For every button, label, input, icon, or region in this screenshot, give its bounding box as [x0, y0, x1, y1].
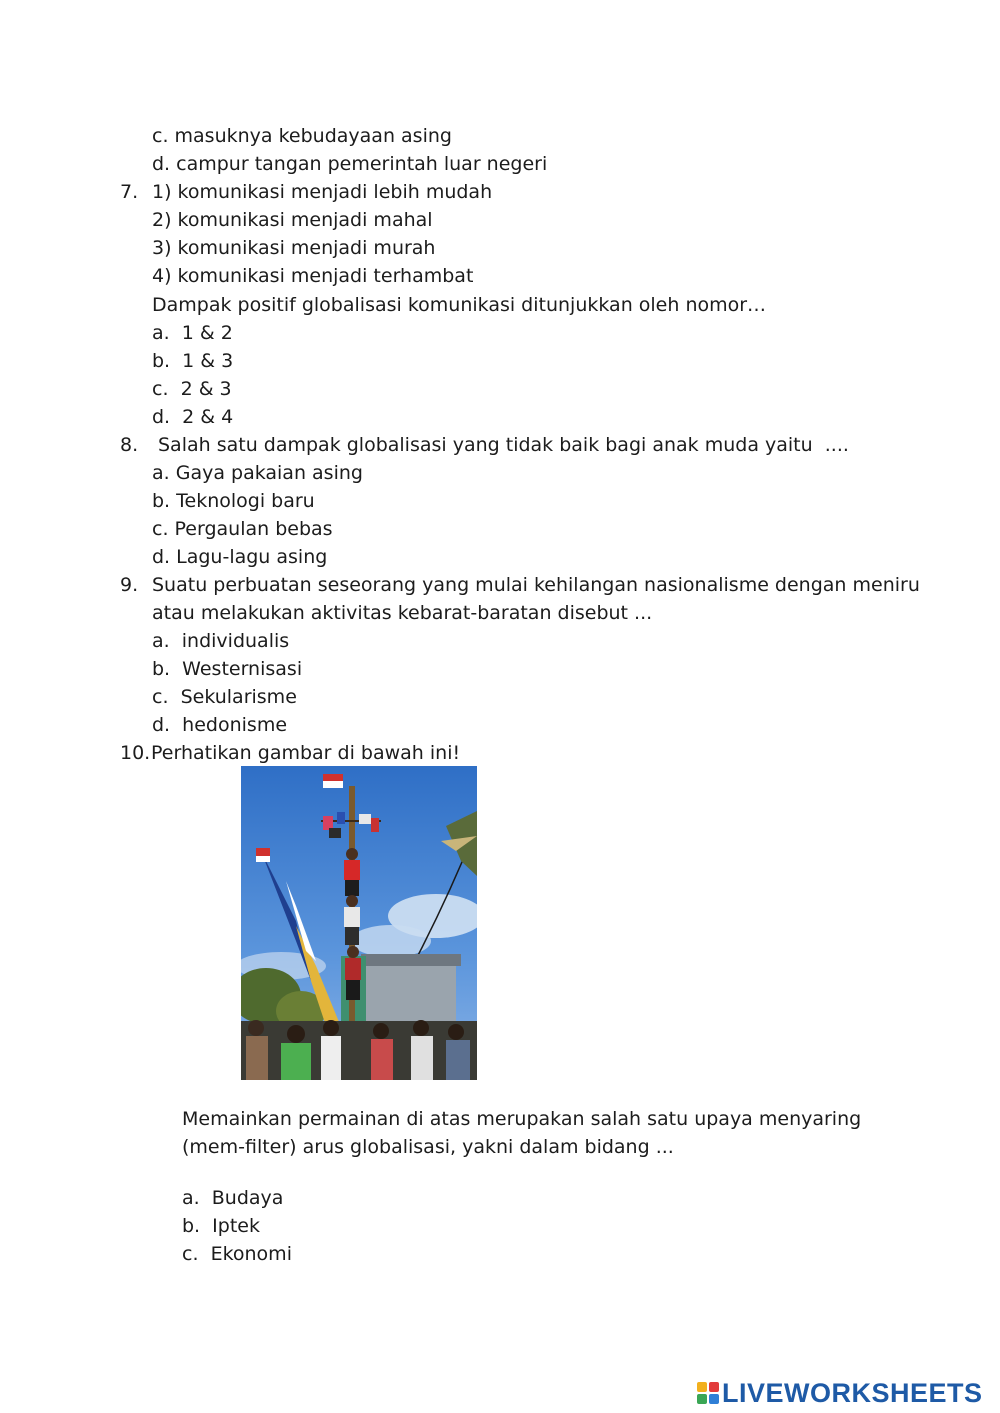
- q7-option-d[interactable]: d. 2 & 4: [152, 406, 234, 428]
- q8-option-d[interactable]: d. Lagu-lagu asing: [152, 546, 328, 568]
- q9-option-a[interactable]: a. individualis: [152, 630, 290, 652]
- q8-question: Salah satu dampak globalisasi yang tidak baik bagi anak muda yaitu ....: [158, 434, 849, 456]
- q7-option-b[interactable]: b. 1 & 3: [152, 350, 234, 372]
- q7-option-a[interactable]: a. 1 & 2: [152, 322, 233, 344]
- q7-number: 7.: [120, 181, 139, 203]
- liveworksheets-logo-text: LIVEWORKSHEETS: [722, 1377, 983, 1408]
- q10-question-line-1: Memainkan permainan di atas merupakan salah satu upaya menyaring: [182, 1108, 862, 1130]
- q10-number: 10.: [120, 742, 151, 764]
- q7-statement-1: 1) komunikasi menjadi lebih mudah: [152, 181, 493, 203]
- q6-option-c: c. masuknya kebudayaan asing: [152, 125, 452, 147]
- q10-option-a[interactable]: a. Budaya: [182, 1187, 284, 1209]
- liveworksheets-logo[interactable]: [697, 1378, 983, 1408]
- q10-question-line-2: (mem-filter) arus globalisasi, yakni dalam bidang ...: [182, 1136, 674, 1158]
- q6-option-d: d. campur tangan pemerintah luar negeri: [152, 153, 548, 175]
- q9-question-line-2: atau melakukan aktivitas kebarat-baratan disebut ...: [152, 602, 653, 624]
- q7-statement-4: 4) komunikasi menjadi terhambat: [152, 265, 474, 287]
- q8-option-a[interactable]: a. Gaya pakaian asing: [152, 462, 363, 484]
- q7-option-c[interactable]: c. 2 & 3: [152, 378, 232, 400]
- q10-option-b[interactable]: b. Iptek: [182, 1215, 260, 1237]
- panjat-pinang-photo: [241, 766, 477, 1080]
- q7-statement-3: 3) komunikasi menjadi murah: [152, 237, 436, 259]
- q10-option-c[interactable]: c. Ekonomi: [182, 1243, 292, 1265]
- q9-option-b[interactable]: b. Westernisasi: [152, 658, 303, 680]
- q9-number: 9.: [120, 574, 139, 596]
- q10-instruction: Perhatikan gambar di bawah ini!: [151, 742, 461, 764]
- q8-number: 8.: [120, 434, 139, 456]
- q9-option-c[interactable]: c. Sekularisme: [152, 686, 297, 708]
- q8-option-c[interactable]: c. Pergaulan bebas: [152, 518, 333, 540]
- liveworksheets-logo-icon: [697, 1382, 719, 1404]
- q9-option-d[interactable]: d. hedonisme: [152, 714, 288, 736]
- q8-option-b[interactable]: b. Teknologi baru: [152, 490, 315, 512]
- q9-question-line-1: Suatu perbuatan seseorang yang mulai kehilangan nasionalisme dengan meniru: [152, 574, 920, 596]
- q7-statement-2: 2) komunikasi menjadi mahal: [152, 209, 433, 231]
- q7-question: Dampak positif globalisasi komunikasi ditunjukkan oleh nomor…: [152, 294, 767, 316]
